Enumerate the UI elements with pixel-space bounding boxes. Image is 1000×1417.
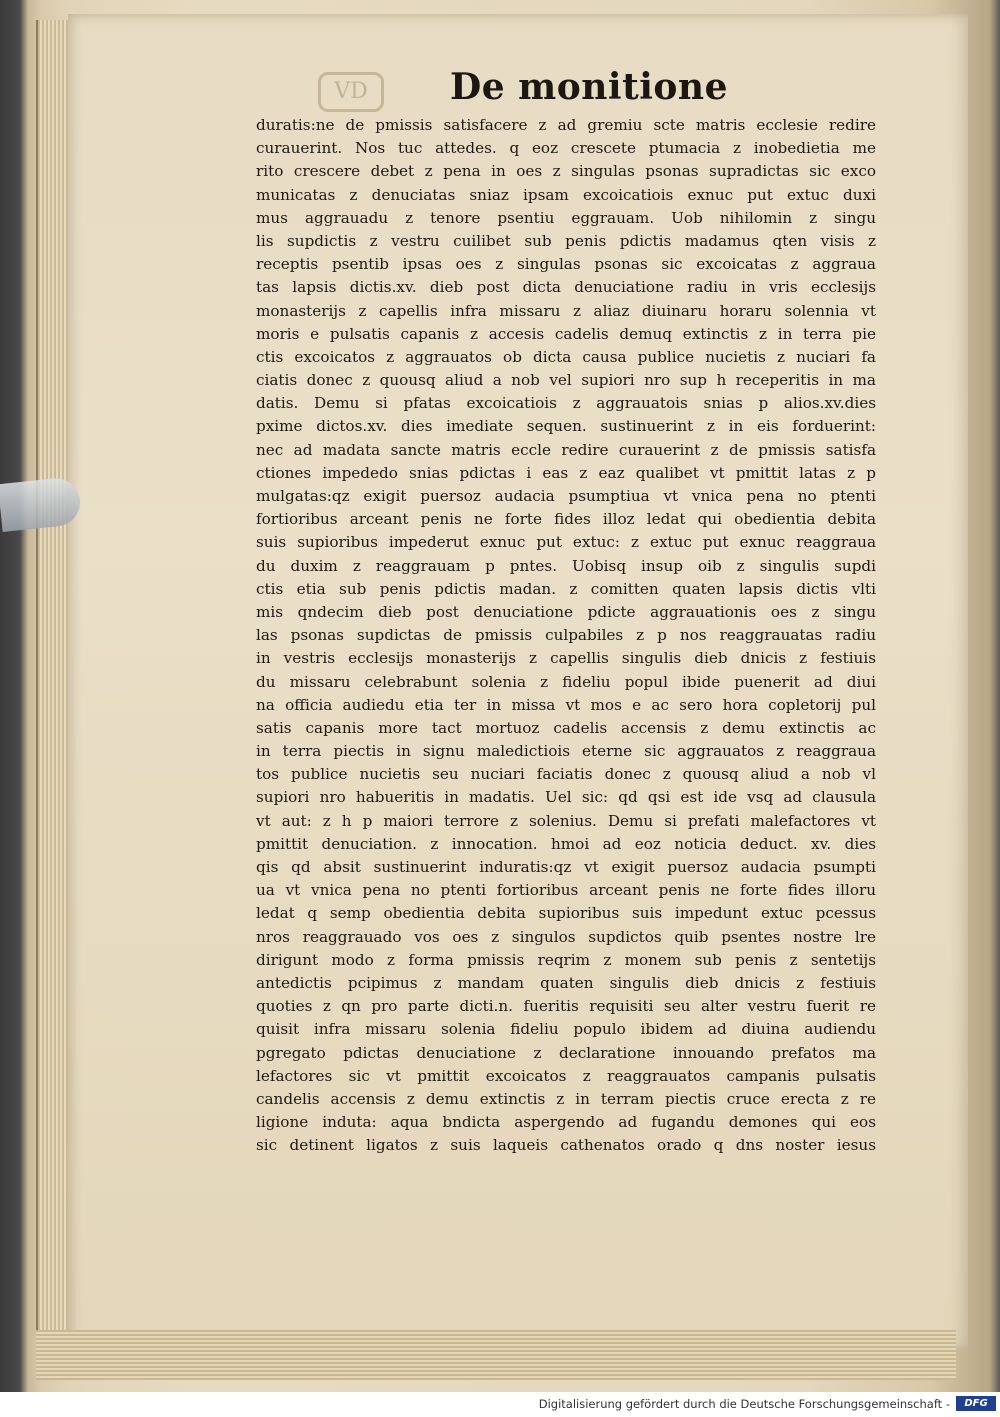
text-line: monasterijs z capellis infra missaru z aliaz diuinaru horaru solennia vt (256, 301, 876, 320)
text-line: candelis accensis z demu extinctis z in terram piectis cruce erecta z re (256, 1089, 876, 1108)
text-line: tas lapsis dictis.xv. dieb post dicta denuciatione radiu in vris ecclesijs (256, 278, 876, 297)
text-line: rito crescere debet z pena in oes z singulas psonas supradictas sic exco (256, 162, 876, 181)
text-line: dirigunt modo z forma pmissis reqrim z monem sub penis z sentetijs (256, 950, 876, 969)
text-line: pgregato pdictas denuciatione z declaratione innouando prefatos ma (256, 1043, 876, 1062)
text-line: satis capanis more tact mortuoz cadelis accensis z demu extinctis ac (256, 718, 876, 737)
page-bottom-edges (36, 1330, 956, 1380)
text-line: quoties z qn pro parte dicti.n. fueritis requisiti seu alter vestru fuerit re (256, 997, 876, 1016)
text-line: curauerint. Nos tuc attedes. q eoz crescete ptumacia z inobedietia me (256, 139, 876, 158)
footer-credit: Digitalisierung gefördert durch die Deutsche Forschungsgemeinschaft - (538, 1397, 950, 1411)
text-line: lis supdictis z vestru cuilibet sub penis pdictis madamus qten visis z (256, 231, 876, 250)
text-line: mus aggrauadu z tenore psentiu eggrauam. Uob nihilomin z singu (256, 208, 876, 227)
text-line: mulgatas:qz exigit puersoz audacia psumptiua vt vnica pena no ptenti (256, 487, 876, 505)
text-line: supiori nro habueritis in madatis. Uel sic: qd qsi est ide vsq ad clausula (256, 788, 876, 807)
text-line: municatas z denuciatas sniaz ipsam excoicatiois exnuc put extuc duxi (256, 185, 876, 204)
text-line: ua vt vnica pena no ptenti fortioribus arceant penis ne forte fides illoru (256, 881, 876, 900)
text-line: datis. Demu si pfatas excoicatiois z aggrauatois snias p alios.xv.dies (256, 394, 876, 413)
text-line: mis qndecim dieb post denuciatione pdicte aggrauationis oes z singu (256, 602, 876, 621)
text-line: nec ad madata sancte matris eccle redire curauerint z de pmissis satisfa (256, 440, 876, 459)
text-line: in terra piectis in signu maledictiois eterne sic aggrauatos z reaggraua (256, 742, 876, 761)
text-line: ctiones impededo snias pdictas i eas z eaz qualibet vt pmittit latas z p (256, 463, 876, 482)
text-line: las psonas supdictas de pmissis culpabiles z p nos reaggrauatas radiu (256, 626, 876, 645)
text-line: moris e pulsatis capanis z accesis cadelis demuq extinctis z in terra pie (256, 324, 876, 343)
page-heading: De monitione (450, 66, 729, 108)
text-line: receptis psentib ipsas oes z singulas psonas sic excoicatas z aggraua (256, 255, 876, 274)
text-line: tos publice nucietis seu nuciari faciatis donec z quousq aliud a nob vl (256, 765, 876, 784)
text-line: sic detinent ligatos z suis laqueis cathenatos orado q dns noster iesus (256, 1136, 876, 1155)
text-line: duratis:ne de pmissis satisfacere z ad gremiu scte matris ecclesie redire (256, 116, 876, 134)
text-line: ledat q semp obedientia debita supioribus suis impedunt extuc pcessus (256, 904, 876, 923)
text-line: pmittit denuciation. z innocation. hmoi ad eoz noticia deduct. xv. dies (256, 834, 876, 853)
library-stamp: VD (318, 72, 384, 112)
dfg-logo: DFG (956, 1396, 996, 1411)
page-edges (36, 20, 72, 1340)
text-line: vt aut: z h p maiori terrore z solenius. Demu si prefati malefactores vt (256, 811, 876, 830)
text-line: ctis excoicatos z aggrauatos ob dicta causa publice nucietis z nuciari fa (256, 347, 876, 366)
text-line: du missaru celebrabunt solenia z fideliu popul ibide puenerit ad diui (256, 672, 876, 691)
text-line: na officia audiedu etia ter in missa vt mos e ac sero hora copletorij pul (256, 695, 876, 714)
text-line: ciatis donec z quousq aliud a nob vel supiori nro sup h receperitis in ma (256, 371, 876, 390)
text-line: lefactores sic vt pmittit excoicatos z reaggrauatos campanis pulsatis (256, 1066, 876, 1085)
text-line: pxime dictos.xv. dies imediate sequen. sustinuerint z in eis forduerint: (256, 417, 876, 436)
text-line: fortioribus arceant penis ne forte fides illoz ledat qui obedientia debita (256, 510, 876, 529)
text-block (256, 114, 876, 1157)
text-line: antedictis pcipimus z mandam quaten singulis dieb dnicis z festiuis (256, 973, 876, 992)
text-line: nros reaggrauado vos oes z singulos supdictos quib psentes nostre lre (256, 927, 876, 946)
text-line: quisit infra missaru solenia fideliu populo ibidem ad diuina audiendu (256, 1020, 876, 1039)
text-line: qis qd absit sustinuerint induratis:qz vt exigit puersoz audacia psumpti (256, 858, 876, 876)
footer-bar (0, 1392, 1000, 1417)
text-line: in vestris ecclesijs monasterijs z capellis singulis dieb dnicis z festiuis (256, 649, 876, 668)
text-line: ligione induta: aqua bndicta aspergendo ad fugandu demones qui eos (256, 1113, 876, 1132)
text-line: suis supioribus impederut exnuc put extuc: z extuc put exnuc reaggraua (256, 533, 876, 552)
text-line: ctis etia sub penis pdictis madan. z comitten quaten lapsis dictis vlti (256, 579, 876, 598)
text-line: du duxim z reaggrauam p pntes. Uobisq insup oib z singulis supdi (256, 556, 876, 575)
